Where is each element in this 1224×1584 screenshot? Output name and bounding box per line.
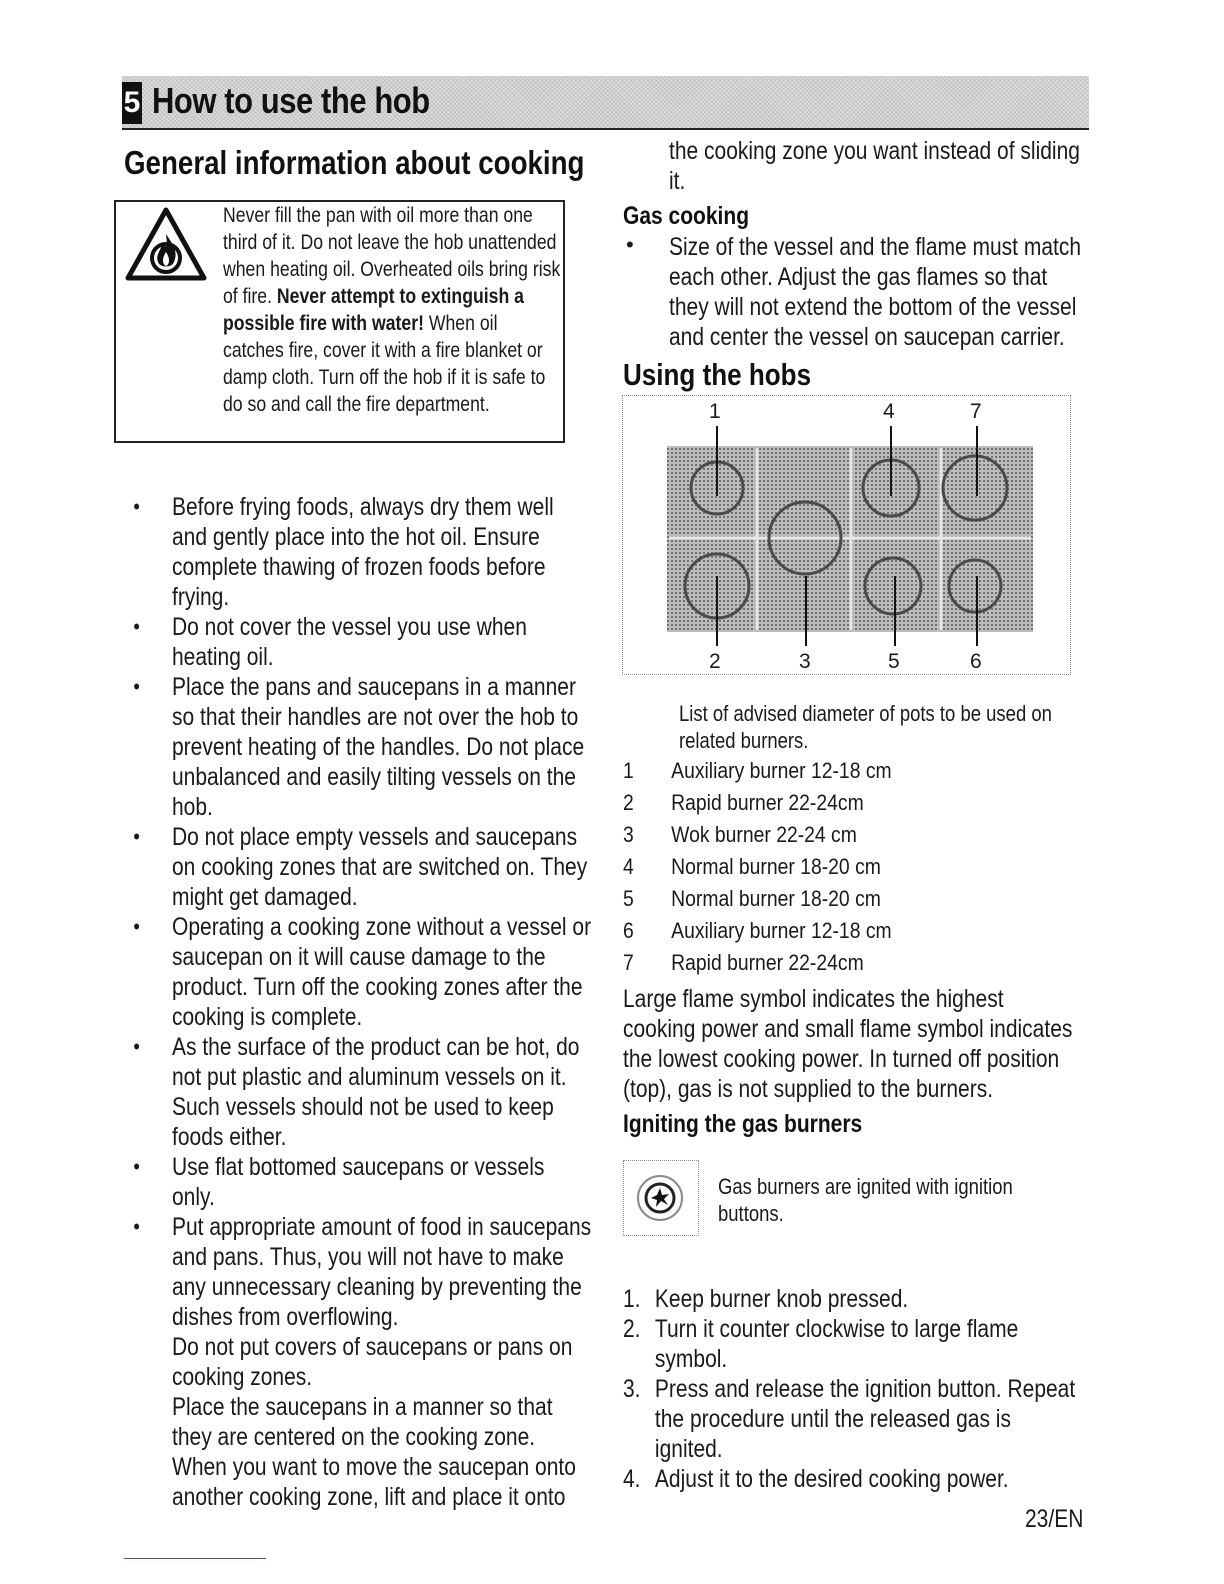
warning-paragraph [223,202,561,418]
ignite-note: Gas burners are ignited with ignition buttons. [718,1174,1013,1226]
bullet-list [133,492,592,1332]
bullet-item [133,612,592,672]
bullet-dot: • [133,674,140,699]
section-title: How to use the hob [152,80,430,121]
bullet-text: Operating a cooking zone without a vessel or saucepan on it will cause damage to the product. Turn off the cooking zones after the cooking is complete. [172,913,592,1031]
gas-bullet-text: Size of the vessel and the flame must match each other. Adjust the gas flames so that they will not extend the bottom of the vessel and center the vessel on saucepan carrier. [669,233,1082,351]
footer-rule [124,1558,266,1559]
after-bullets-text [172,1332,592,1512]
step-number: 3. [623,1375,641,1403]
paragraph-line: Place the saucepans in a manner so that they are centered on the cooking zone. [172,1393,553,1451]
burner-number: 3 [623,822,634,847]
bullet-item [133,1032,592,1152]
burner-description: Normal burner 18-20 cm [671,886,881,911]
fire-warning-icon [124,206,208,282]
burner-row [623,918,1070,950]
page-number: 23/EN [1025,1505,1084,1533]
burner-row [623,886,1070,918]
burner-number: 2 [623,790,634,815]
burner-description: Rapid burner 22-24cm [671,950,864,975]
hob-diagram [622,395,1071,675]
burner-description: Rapid burner 22-24cm [671,790,864,815]
section-number: 5 [122,82,142,124]
step-text: Keep burner knob pressed. [654,1285,909,1313]
pot-list-intro: List of advised diameter of pots to be used on related burners. [679,701,1052,753]
bullet-item [133,912,592,1032]
gas-cooking-heading: Gas cooking [623,202,750,230]
burner-row [623,822,1070,854]
warning-plain-text: Never fill the pan with oil more than one third of it. Do not leave the hob unattended when heating oil. Overheated oils bring risk of fire. [223,204,561,308]
bullet-item [133,672,592,822]
bullet-text: Put appropriate amount of food in saucepans and pans. Thus, you will not have to make any unnecessary cleaning by preventing the dishes from overflowing. [172,1213,592,1331]
burner-description: Auxiliary burner 12-18 cm [671,758,892,783]
step-item [623,1314,1082,1374]
using-hobs-heading: Using the hobs [623,357,812,392]
section-header [122,76,1089,130]
diagram-label: 7 [970,400,982,423]
ignition-button-icon [623,1160,699,1236]
bullet-item [133,1152,592,1212]
burner-number: 4 [623,854,634,879]
bullet-text: As the surface of the product can be hot, do not put plastic and aluminum vessels on it. Such vessels should not be used to keep foods either. [172,1033,580,1151]
diagram-label: 6 [970,650,982,673]
burner-number: 5 [623,886,634,911]
burner-row [623,950,1070,982]
step-number: 4. [623,1465,641,1493]
warning-bold-text: Never attempt to extinguish a possible fire with water! [223,285,524,335]
diagram-label: 3 [799,650,811,673]
bullet-text: Do not place empty vessels and saucepans on cooking zones that are switched on. They might get damaged. [172,823,588,911]
step-item [623,1464,1082,1494]
flame-paragraph: Large flame symbol indicates the highest cooking power and small flame symbol indicates the lowest cooking power. In turned off position (top), gas is not supplied to the burners. [623,985,1073,1103]
step-item [623,1374,1082,1464]
bullet-dot: • [133,1154,140,1179]
burner-row [623,790,1070,822]
paragraph-line: When you want to move the saucepan onto another cooking zone, lift and place it onto [172,1453,576,1511]
bullet-dot: • [626,232,634,257]
diagram-label: 4 [883,400,895,423]
step-text: Turn it counter clockwise to large flame symbol. [654,1315,1019,1373]
igniting-heading: Igniting the gas burners [623,1110,863,1138]
burner-number: 1 [623,758,634,783]
step-number: 1. [623,1285,641,1313]
ignition-steps [623,1284,1082,1494]
burner-row [623,758,1070,790]
bullet-dot: • [133,914,140,939]
burner-row [623,854,1070,886]
bullet-dot: • [133,1034,140,1059]
diagram-label: 2 [709,650,721,673]
bullet-text: Do not cover the vessel you use when heating oil. [172,613,527,671]
bullet-item [133,492,592,612]
bullet-text: Place the pans and saucepans in a manner so that their handles are not over the hob to prevent heating of the handles. Do not place unbalanced and easily tilting vessels on the hob. [172,673,585,821]
burner-number: 7 [623,950,634,975]
burner-description: Normal burner 18-20 cm [671,854,881,879]
burner-list [623,758,1070,982]
left-bullet-list [133,492,592,1512]
general-info-heading: General information about cooking [124,144,585,181]
warning-after-text: When oil catches fire, cover it with a fire blanket or damp cloth. Turn off the hob if it is safe to do so and call the fire department. [223,312,546,416]
burner-description: Wok burner 22-24 cm [671,822,857,847]
continuation-text: the cooking zone you want instead of sliding it. [669,137,1080,195]
bullet-dot: • [133,824,140,849]
step-text: Press and release the ignition button. Repeat the procedure until the released gas is ignited. [654,1375,1076,1463]
bullet-item [133,1212,592,1332]
bullet-text: Before frying foods, always dry them well and gently place into the hot oil. Ensure complete thawing of frozen foods before frying. [172,493,554,611]
bullet-dot: • [133,1214,140,1239]
step-text: Adjust it to the desired cooking power. [654,1465,1009,1493]
bullet-item [133,822,592,912]
step-item [623,1284,1082,1314]
bullet-text: Use flat bottomed saucepans or vessels only. [172,1153,545,1211]
bullet-dot: • [133,614,140,639]
burner-description: Auxiliary burner 12-18 cm [671,918,892,943]
step-number: 2. [623,1315,641,1343]
paragraph-line: Do not put covers of saucepans or pans on cooking zones. [172,1333,573,1391]
burner-number: 6 [623,918,634,943]
diagram-label: 5 [888,650,900,673]
bullet-dot: • [133,494,140,519]
diagram-label: 1 [709,400,721,423]
